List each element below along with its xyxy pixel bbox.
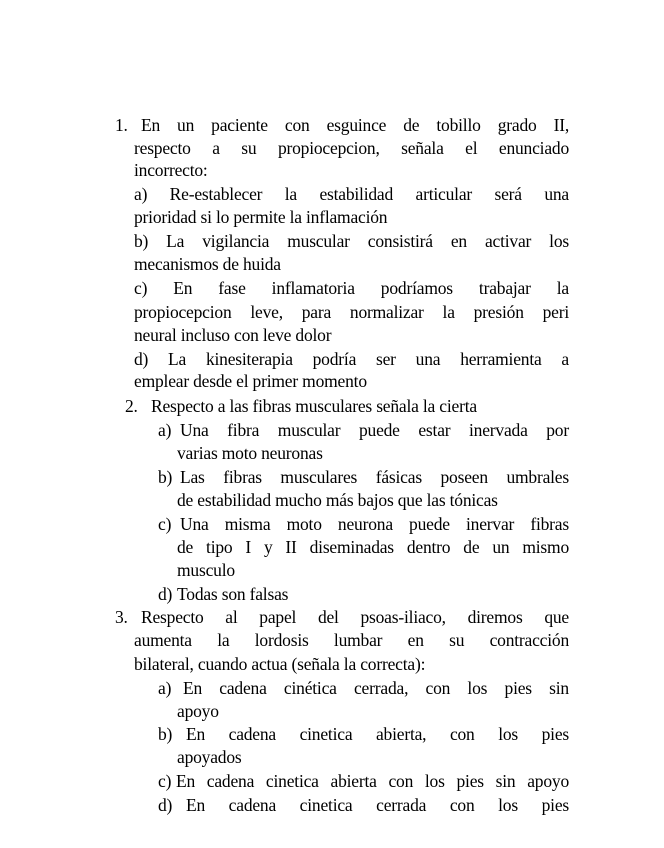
question-stem-line: Respecto al papel del psoas-iliaco, diremos que: [141, 607, 569, 627]
question-stem-line: aumenta la lordosis lumbar en su contracción: [134, 630, 569, 650]
option-line: Una fibra muscular puede estar inervada por: [180, 420, 569, 440]
question-stem-line: Respecto a las fibras musculares señala la cierta: [151, 396, 477, 416]
option-line: Las fibras musculares fásicas poseen umbrales: [180, 467, 569, 487]
option-line: a) Re-establecer la estabilidad articular será una: [134, 184, 569, 204]
option-line: de estabilidad mucho más bajos que las tónicas: [177, 490, 498, 510]
option-letter: a): [158, 678, 172, 698]
option-line: neural incluso con leve dolor: [134, 325, 332, 345]
option-line: mecanismos de huida: [134, 254, 281, 274]
option-line: d) La kinesiterapia podría ser una herramienta a: [134, 349, 569, 369]
option-letter: d): [158, 795, 173, 815]
option-line: apoyo: [177, 701, 219, 721]
option-line: musculo: [177, 560, 235, 580]
option-line: b) La vigilancia muscular consistirá en activar los: [134, 231, 569, 251]
option-letter: a): [158, 420, 172, 440]
option-line: Todas son falsas: [177, 584, 289, 604]
option-line: emplear desde el primer momento: [134, 371, 367, 391]
option-letter: c): [158, 771, 172, 791]
question-stem-line: bilateral, cuando actua (señala la correcta):: [134, 654, 426, 674]
option-line: varias moto neuronas: [177, 443, 323, 463]
option-line: apoyados: [177, 747, 242, 767]
option-letter: b): [158, 724, 173, 744]
option-letter: c): [158, 514, 172, 534]
question-stem-line: respecto a su propiocepcion, señala el enunciado: [134, 138, 569, 158]
question-number: 1.: [115, 115, 128, 135]
question-number: 2.: [125, 396, 138, 416]
option-line: Una misma moto neurona puede inervar fibras: [180, 514, 569, 534]
question-stem-line: incorrecto:: [134, 160, 208, 180]
option-line: En cadena cinetica cerrada con los pies: [186, 795, 569, 815]
option-letter: b): [158, 467, 173, 487]
option-line: propiocepcion leve, para normalizar la presión peri: [134, 302, 569, 322]
option-line: En cadena cinética cerrada, con los pies sin: [183, 678, 569, 698]
option-line: En cadena cinetica abierta, con los pies: [186, 724, 569, 744]
option-letter: d): [158, 584, 173, 604]
option-line: En cadena cinetica abierta con los pies sin apoyo: [176, 771, 569, 791]
option-line: de tipo I y II diseminadas dentro de un mismo: [177, 537, 569, 557]
question-stem-line: En un paciente con esguince de tobillo grado II,: [141, 115, 569, 135]
option-line: prioridad si lo permite la inflamación: [134, 207, 388, 227]
option-line: c) En fase inflamatoria podríamos trabajar la: [134, 278, 569, 298]
question-number: 3.: [115, 607, 128, 627]
